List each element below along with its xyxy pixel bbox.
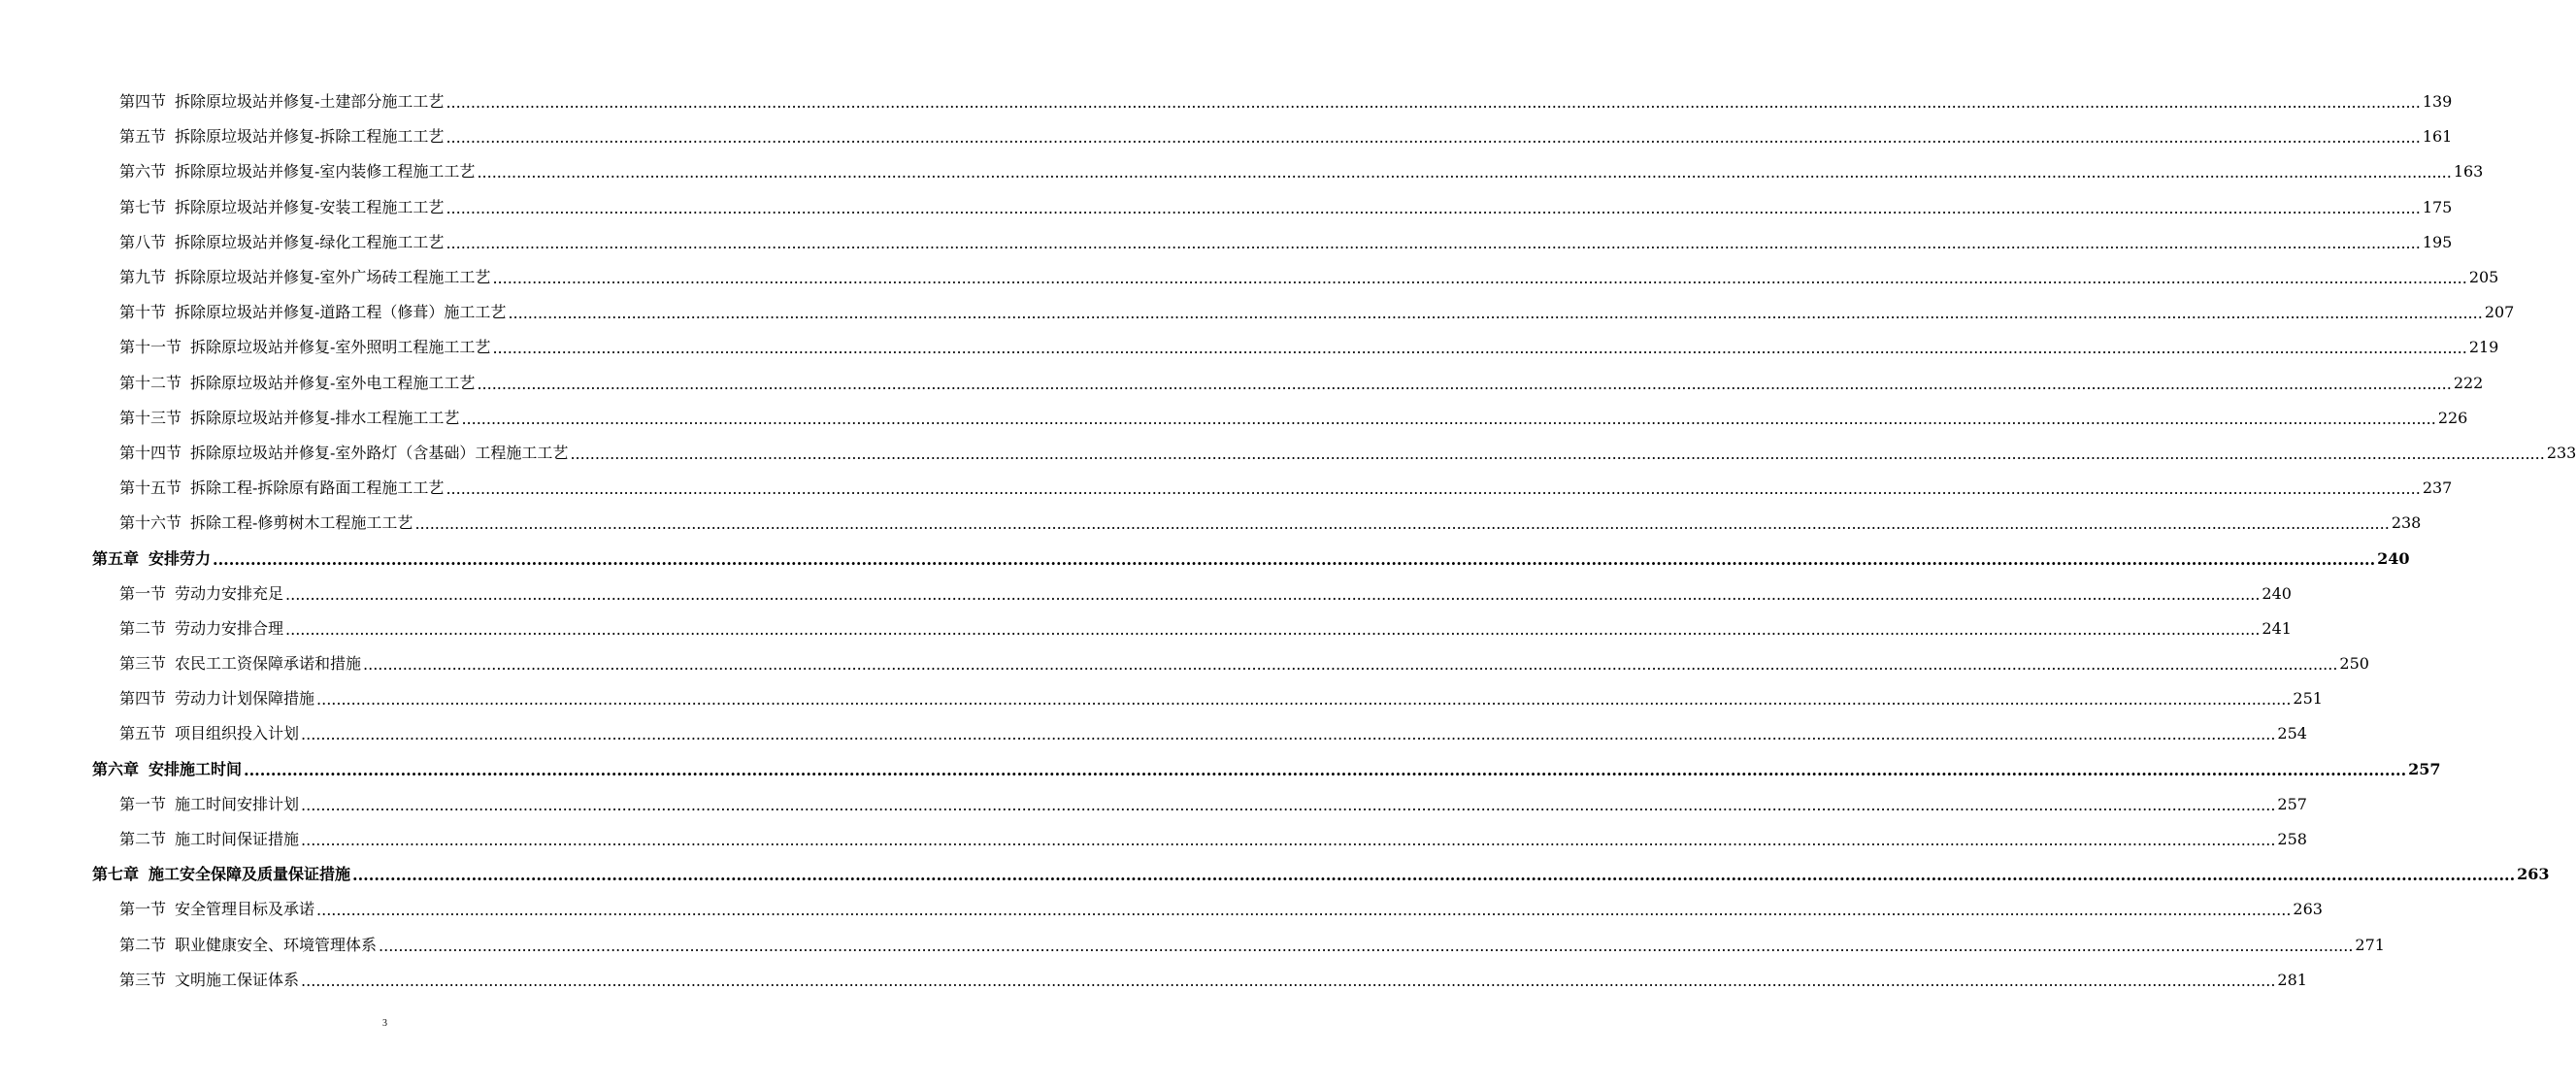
toc-section-entry[interactable] <box>0 506 2422 541</box>
toc-entry-page: 258 <box>2277 830 2307 849</box>
toc-section-entry[interactable] <box>0 787 2307 822</box>
toc-entry-number: 第七章 <box>92 865 140 884</box>
toc-section-entry[interactable] <box>0 190 2453 225</box>
toc-dot-leader: ................................................................................................................................................................................................................................................................................................................................................................................................................ <box>352 866 2516 885</box>
toc-entry-number: 第二节 <box>119 618 167 638</box>
toc-entry-number: 第六章 <box>92 759 140 778</box>
toc-entry-title: 安排施工时间 <box>149 759 243 778</box>
toc-entry-page: 205 <box>2468 268 2499 287</box>
toc-dot-leader: ................................................................................................................................................................................................................................................................................................................................................................................................................ <box>414 514 2390 534</box>
toc-chapter-entry[interactable] <box>0 752 2441 787</box>
toc-entry-number: 第十一节 <box>119 338 182 357</box>
toc-dot-leader: ................................................................................................................................................................................................................................................................................................................................................................................................................ <box>379 936 2354 955</box>
toc-section-entry[interactable] <box>0 295 2515 330</box>
toc-entry-page: 250 <box>2339 654 2369 674</box>
toc-section-entry[interactable] <box>0 716 2307 751</box>
toc-dot-leader: ................................................................................................................................................................................................................................................................................................................................................................................................................ <box>301 725 2276 744</box>
toc-entry-title: 拆除原垃圾站并修复-绿化工程施工工艺 <box>175 232 445 251</box>
toc-entry-page: 241 <box>2262 618 2292 638</box>
toc-entry-title: 拆除原垃圾站并修复-安装工程施工工艺 <box>175 197 445 216</box>
toc-entry-number: 第一节 <box>119 794 167 813</box>
toc-entry-page: 233 <box>2546 443 2576 462</box>
toc-entry-title: 劳动力安排合理 <box>175 618 284 638</box>
toc-entry-number: 第十三节 <box>119 408 182 427</box>
toc-entry-title: 拆除工程-修剪树木工程施工工艺 <box>190 513 413 533</box>
toc-entry-page: 251 <box>2293 689 2323 709</box>
toc-dot-leader: ................................................................................................................................................................................................................................................................................................................................................................................................................ <box>446 128 2421 148</box>
toc-entry-number: 第五节 <box>119 724 167 743</box>
toc-entry-page: 240 <box>2262 583 2292 603</box>
toc-entry-number: 第十六节 <box>119 513 182 533</box>
toc-section-entry[interactable] <box>0 154 2484 189</box>
toc-entry-title: 劳动力安排充足 <box>175 583 284 603</box>
toc-entry-number: 第五节 <box>119 127 167 147</box>
toc-entry-page: 257 <box>2408 759 2441 778</box>
toc-section-entry[interactable] <box>0 822 2307 857</box>
toc-entry-page: 195 <box>2422 232 2453 251</box>
toc-entry-number: 第十节 <box>119 303 167 322</box>
toc-entry-page: 257 <box>2277 794 2307 813</box>
toc-section-entry[interactable] <box>0 330 2499 365</box>
toc-dot-leader: ................................................................................................................................................................................................................................................................................................................................................................................................................ <box>301 831 2276 850</box>
toc-entry-page: 161 <box>2422 127 2453 147</box>
toc-dot-leader: ................................................................................................................................................................................................................................................................................................................................................................................................................ <box>446 198 2421 217</box>
toc-dot-leader: ................................................................................................................................................................................................................................................................................................................................................................................................................ <box>477 374 2452 393</box>
toc-entry-page: 237 <box>2422 478 2453 498</box>
toc-section-entry[interactable] <box>0 260 2499 295</box>
toc-dot-leader: ................................................................................................................................................................................................................................................................................................................................................................................................................ <box>477 163 2452 182</box>
toc-entry-title: 施工安全保障及质量保证措施 <box>149 865 351 884</box>
toc-entry-page: 263 <box>2517 865 2550 884</box>
toc-dot-leader: ................................................................................................................................................................................................................................................................................................................................................................................................................ <box>213 549 2376 569</box>
toc-entry-page: 163 <box>2453 162 2484 182</box>
toc-entry-number: 第一节 <box>119 583 167 603</box>
toc-section-entry[interactable] <box>0 892 2323 927</box>
toc-section-entry[interactable] <box>0 577 2292 611</box>
toc-entry-number: 第七节 <box>119 197 167 216</box>
toc-section-entry[interactable] <box>0 401 2468 436</box>
toc-entry-title: 拆除原垃圾站并修复-室外电工程施工工艺 <box>190 373 476 392</box>
toc-dot-leader: ................................................................................................................................................................................................................................................................................................................................................................................................................ <box>508 304 2483 323</box>
toc-entry-number: 第五章 <box>92 548 140 568</box>
toc-entry-title: 拆除原垃圾站并修复-拆除工程施工工艺 <box>175 127 445 147</box>
toc-entry-page: 175 <box>2422 197 2453 216</box>
toc-dot-leader: ................................................................................................................................................................................................................................................................................................................................................................................................................ <box>492 269 2467 288</box>
toc-dot-leader: ................................................................................................................................................................................................................................................................................................................................................................................................................ <box>363 655 2338 675</box>
toc-section-entry[interactable] <box>0 225 2453 260</box>
toc-entry-number: 第九节 <box>119 268 167 287</box>
toc-dot-leader: ................................................................................................................................................................................................................................................................................................................................................................................................................ <box>316 690 2292 710</box>
toc-dot-leader: ................................................................................................................................................................................................................................................................................................................................................................................................................ <box>461 409 2436 428</box>
toc-section-entry[interactable] <box>0 928 2385 963</box>
table-of-contents <box>0 84 2576 998</box>
toc-entry-title: 拆除原垃圾站并修复-排水工程施工工艺 <box>190 408 460 427</box>
toc-entry-page: 219 <box>2468 338 2499 357</box>
toc-section-entry[interactable] <box>0 471 2453 506</box>
toc-section-entry[interactable] <box>0 963 2307 998</box>
toc-entry-title: 施工时间保证措施 <box>175 830 300 849</box>
toc-section-entry[interactable] <box>0 611 2292 646</box>
toc-entry-number: 第十二节 <box>119 373 182 392</box>
toc-entry-page: 226 <box>2437 408 2468 427</box>
toc-entry-title: 施工时间安排计划 <box>175 794 300 813</box>
toc-section-entry[interactable] <box>0 84 2453 119</box>
toc-entry-number: 第二节 <box>119 935 167 954</box>
toc-section-entry[interactable] <box>0 681 2323 716</box>
page-footer-number: 3 <box>382 1018 387 1029</box>
toc-entry-page: 238 <box>2391 513 2422 533</box>
toc-chapter-entry[interactable] <box>0 857 2550 892</box>
toc-entry-title: 拆除工程-拆除原有路面工程施工工艺 <box>190 478 445 498</box>
toc-entry-title: 拆除原垃圾站并修复-室外照明工程施工工艺 <box>190 338 491 357</box>
toc-dot-leader: ................................................................................................................................................................................................................................................................................................................................................................................................................ <box>446 233 2421 252</box>
toc-entry-number: 第二节 <box>119 830 167 849</box>
toc-dot-leader: ................................................................................................................................................................................................................................................................................................................................................................................................................ <box>301 795 2276 814</box>
toc-section-entry[interactable] <box>0 366 2484 401</box>
toc-entry-page: 263 <box>2293 900 2323 919</box>
toc-entry-number: 第四节 <box>119 689 167 709</box>
toc-entry-page: 271 <box>2355 935 2385 954</box>
toc-entry-title: 劳动力计划保障措施 <box>175 689 315 709</box>
toc-dot-leader: ................................................................................................................................................................................................................................................................................................................................................................................................................ <box>446 479 2421 499</box>
toc-entry-title: 拆除原垃圾站并修复-土建部分施工工艺 <box>175 92 445 112</box>
toc-entry-page: 240 <box>2377 548 2410 568</box>
toc-section-entry[interactable] <box>0 119 2453 154</box>
toc-dot-leader: ................................................................................................................................................................................................................................................................................................................................................................................................................ <box>492 339 2467 358</box>
toc-entry-page: 281 <box>2277 970 2307 989</box>
toc-entry-title: 拆除原垃圾站并修复-道路工程（修葺）施工工艺 <box>175 303 507 322</box>
toc-dot-leader: ................................................................................................................................................................................................................................................................................................................................................................................................................ <box>285 584 2261 604</box>
toc-entry-page: 254 <box>2277 724 2307 743</box>
toc-entry-title: 拆除原垃圾站并修复-室外广场砖工程施工工艺 <box>175 268 491 287</box>
toc-entry-number: 第十四节 <box>119 443 182 462</box>
toc-entry-number: 第十五节 <box>119 478 182 498</box>
toc-entry-title: 职业健康安全、环境管理体系 <box>175 935 378 954</box>
toc-entry-number: 第六节 <box>119 162 167 182</box>
toc-entry-number: 第四节 <box>119 92 167 112</box>
toc-chapter-entry[interactable] <box>0 541 2410 576</box>
toc-dot-leader: ................................................................................................................................................................................................................................................................................................................................................................................................................ <box>301 971 2276 990</box>
toc-entry-page: 222 <box>2453 373 2484 392</box>
toc-section-entry[interactable] <box>0 436 2576 471</box>
toc-entry-number: 第一节 <box>119 900 167 919</box>
toc-dot-leader: ................................................................................................................................................................................................................................................................................................................................................................................................................ <box>446 93 2421 113</box>
toc-dot-leader: ................................................................................................................................................................................................................................................................................................................................................................................................................ <box>244 760 2407 779</box>
toc-entry-title: 项目组织投入计划 <box>175 724 300 743</box>
toc-entry-number: 第三节 <box>119 970 167 989</box>
toc-dot-leader: ................................................................................................................................................................................................................................................................................................................................................................................................................ <box>285 619 2261 639</box>
toc-entry-number: 第八节 <box>119 232 167 251</box>
toc-entry-title: 安排劳力 <box>149 548 212 568</box>
toc-entry-title: 农民工工资保障承诺和措施 <box>175 654 362 674</box>
toc-section-entry[interactable] <box>0 646 2369 681</box>
toc-entry-title: 安全管理目标及承诺 <box>175 900 315 919</box>
toc-entry-title: 拆除原垃圾站并修复-室外路灯（含基础）工程施工工艺 <box>190 443 569 462</box>
toc-entry-number: 第三节 <box>119 654 167 674</box>
toc-entry-page: 139 <box>2422 92 2453 112</box>
toc-entry-title: 拆除原垃圾站并修复-室内装修工程施工工艺 <box>175 162 476 182</box>
toc-dot-leader: ................................................................................................................................................................................................................................................................................................................................................................................................................ <box>316 901 2292 920</box>
toc-entry-title: 文明施工保证体系 <box>175 970 300 989</box>
toc-entry-page: 207 <box>2484 303 2515 322</box>
toc-dot-leader: ................................................................................................................................................................................................................................................................................................................................................................................................................ <box>570 444 2545 463</box>
